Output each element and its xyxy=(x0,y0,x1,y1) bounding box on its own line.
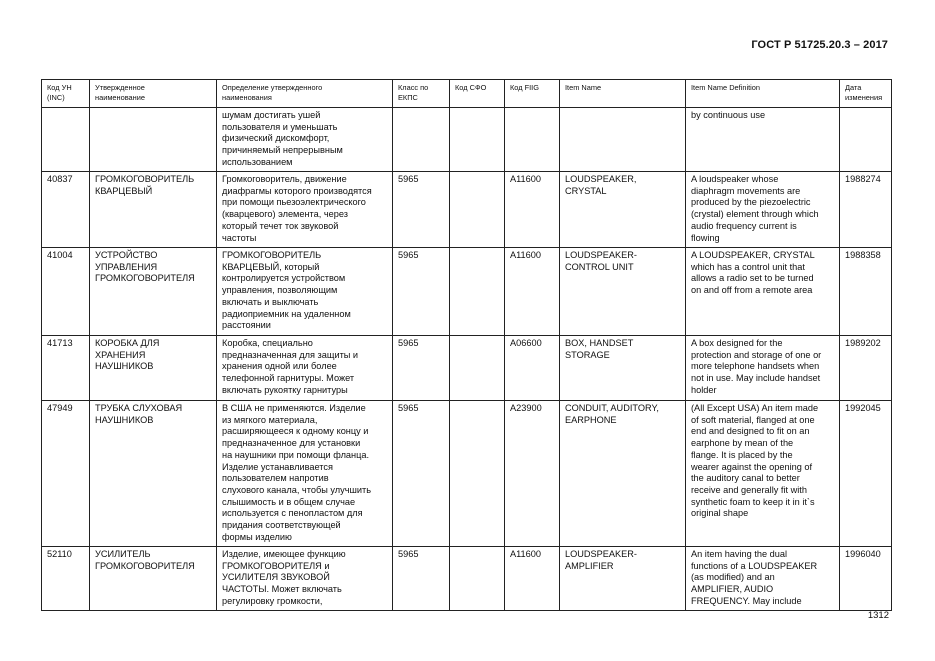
cell-inc: 40837 xyxy=(42,172,90,248)
column-header-change-date: Дата изменения xyxy=(840,80,892,108)
cell-ekps-class: 5965 xyxy=(393,336,450,401)
cell-name-definition: Изделие, имеющее функцию ГРОМКОГОВОРИТЕЛЯ и УСИЛИТЕЛЯ ЗВУКОВОЙ ЧАСТОТЫ. Может включать регулировку громкости, xyxy=(217,547,393,611)
cell-ekps-class xyxy=(393,108,450,172)
cell-change-date: 1988274 xyxy=(840,172,892,248)
cell-ekps-class: 5965 xyxy=(393,401,450,547)
cell-item-name-definition: A loudspeaker whose diaphragm movements are produced by the piezoelectric (crystal) element through which audio frequency current is flowing xyxy=(686,172,840,248)
column-header-name-definition: Определение утвержденного наименования xyxy=(217,80,393,108)
cell-approved-name: ТРУБКА СЛУХОВАЯ НАУШНИКОВ xyxy=(90,401,217,547)
cell-approved-name: КОРОБКА ДЛЯ ХРАНЕНИЯ НАУШНИКОВ xyxy=(90,336,217,401)
cell-approved-name: УСИЛИТЕЛЬ ГРОМКОГОВОРИТЕЛЯ xyxy=(90,547,217,611)
table-row xyxy=(42,248,892,336)
cell-name-definition: ГРОМКОГОВОРИТЕЛЬ КВАРЦЕВЫЙ, который контролируется устройством управления, позволяющим включать и выключать радиоприемник на удаленном расстоянии xyxy=(217,248,393,336)
cell-sfo-code xyxy=(450,172,505,248)
cell-item-name-definition: (All Except USA) An item made of soft material, flanged at one end and designed to fit on an earphone by mean of the flange. It is placed by the wearer against the opening of the auditory canal to better receive and generally fit with synthetic foam to keep it in it`s original shape xyxy=(686,401,840,547)
column-header-ekps-class: Класс по ЕКПС xyxy=(393,80,450,108)
cell-fiig-code xyxy=(505,108,560,172)
table-row xyxy=(42,108,892,172)
cell-item-name: CONDUIT, AUDITORY, EARPHONE xyxy=(560,401,686,547)
cell-approved-name xyxy=(90,108,217,172)
column-header-sfo-code: Код СФО xyxy=(450,80,505,108)
cell-name-definition: В США не применяются. Изделие из мягкого материала, расширяющееся к одному концу и предназначенное для установки на наушники при помощи фланца. Изделие устанавливается пользователем напротив слухового канала, чтобы улучшить слышимость и в общем случае используется с пенопластом для придания соответствующей формы изделию xyxy=(217,401,393,547)
cell-sfo-code xyxy=(450,336,505,401)
column-header-item-name: Item Name xyxy=(560,80,686,108)
cell-item-name: BOX, HANDSET STORAGE xyxy=(560,336,686,401)
cell-sfo-code xyxy=(450,108,505,172)
cell-change-date: 1996040 xyxy=(840,547,892,611)
cell-change-date: 1989202 xyxy=(840,336,892,401)
cell-approved-name: УСТРОЙСТВО УПРАВЛЕНИЯ ГРОМКОГОВОРИТЕЛЯ xyxy=(90,248,217,336)
cell-change-date: 1988358 xyxy=(840,248,892,336)
cell-fiig-code: A11600 xyxy=(505,547,560,611)
table-header-row xyxy=(42,80,892,108)
cell-item-name-definition: by continuous use xyxy=(686,108,840,172)
cell-fiig-code: A11600 xyxy=(505,248,560,336)
table-row xyxy=(42,547,892,611)
cell-item-name: LOUDSPEAKER, CRYSTAL xyxy=(560,172,686,248)
cell-name-definition: шумам достигать ушей пользователя и уменьшать физический дискомфорт, причиняемый непрерывным использованием xyxy=(217,108,393,172)
cell-fiig-code: A11600 xyxy=(505,172,560,248)
table-row xyxy=(42,172,892,248)
column-header-approved-name: Утвержденное наименование xyxy=(90,80,217,108)
column-header-item-name-definition: Item Name Definition xyxy=(686,80,840,108)
cell-item-name: LOUDSPEAKER- CONTROL UNIT xyxy=(560,248,686,336)
cell-item-name-definition: A LOUDSPEAKER, CRYSTAL which has a control unit that allows a radio set to be turned on and off from a remote area xyxy=(686,248,840,336)
cell-sfo-code xyxy=(450,248,505,336)
table-row xyxy=(42,336,892,401)
cell-inc: 41004 xyxy=(42,248,90,336)
cell-item-name xyxy=(560,108,686,172)
cell-item-name: LOUDSPEAKER- AMPLIFIER xyxy=(560,547,686,611)
catalog-table xyxy=(41,79,892,611)
cell-inc: 52110 xyxy=(42,547,90,611)
page-number: 1312 xyxy=(867,610,889,621)
cell-sfo-code xyxy=(450,401,505,547)
cell-ekps-class: 5965 xyxy=(393,248,450,336)
cell-fiig-code: A06600 xyxy=(505,336,560,401)
cell-name-definition: Коробка, специально предназначенная для защиты и хранения одной или более телефонной гарнитуры. Может включать рукоятку гарнитуры xyxy=(217,336,393,401)
cell-item-name-definition: A box designed for the protection and storage of one or more telephone handsets when not in use. May include handset holder xyxy=(686,336,840,401)
cell-fiig-code: A23900 xyxy=(505,401,560,547)
cell-approved-name: ГРОМКОГОВОРИТЕЛЬ КВАРЦЕВЫЙ xyxy=(90,172,217,248)
cell-change-date xyxy=(840,108,892,172)
document-header: ГОСТ Р 51725.20.3 – 2017 xyxy=(751,39,888,51)
column-header-fiig-code: Код FIIG xyxy=(505,80,560,108)
cell-sfo-code xyxy=(450,547,505,611)
cell-inc: 47949 xyxy=(42,401,90,547)
cell-inc xyxy=(42,108,90,172)
cell-change-date: 1992045 xyxy=(840,401,892,547)
table-row xyxy=(42,401,892,547)
cell-ekps-class: 5965 xyxy=(393,547,450,611)
cell-ekps-class: 5965 xyxy=(393,172,450,248)
column-header-inc: Код УН (INC) xyxy=(42,80,90,108)
cell-inc: 41713 xyxy=(42,336,90,401)
cell-item-name-definition: An item having the dual functions of a LOUDSPEAKER (as modified) and an AMPLIFIER, AUDIO FREQUENCY. May include xyxy=(686,547,840,611)
cell-name-definition: Громкоговоритель, движение диафрагмы которого производятся при помощи пьезоэлектрического (кварцевого) элемента, через который течет ток звуковой частоты xyxy=(217,172,393,248)
